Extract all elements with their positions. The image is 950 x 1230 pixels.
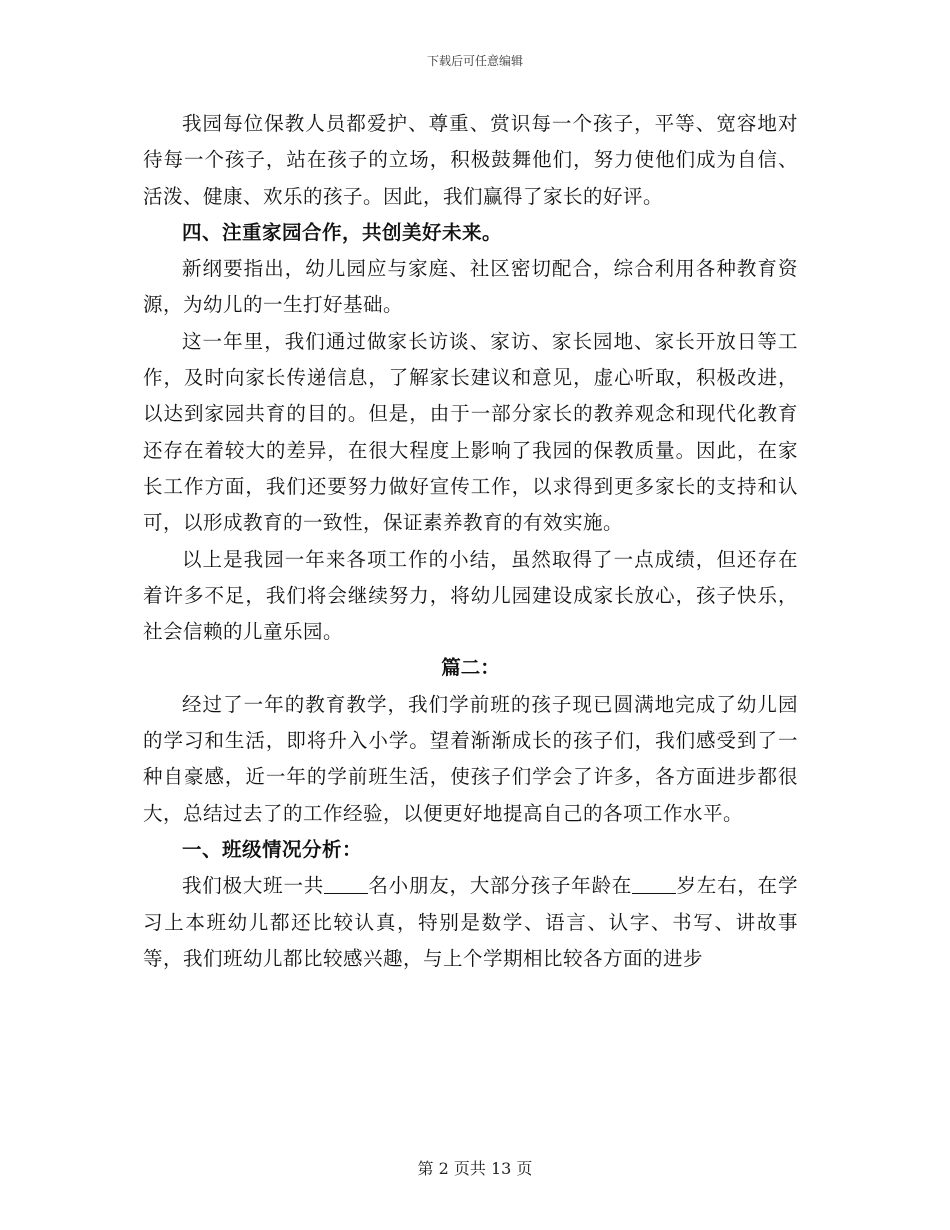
document-body	[143, 106, 798, 977]
class-info-text-end: 岁左右，在学习上本班幼儿都还比较认真，特别是数学、语言、认字、书写、讲故事等，我们班幼儿都比较感兴趣，与上个学期相比较各方面的进步	[143, 874, 798, 970]
page-header: 下载后可任意编辑	[426, 54, 523, 68]
blank-child-count	[324, 874, 368, 895]
section-title-part-two: 篇二：	[441, 656, 500, 680]
page-footer: 第 2 页共 13 页	[417, 1159, 533, 1178]
paragraph-summary: 以上是我园一年来各项工作的小结，虽然取得了一点成绩，但还存在着许多不足，我们将会继续努力，将幼儿园建设成家长放心，孩子快乐，社会信赖的儿童乐园。	[143, 547, 798, 644]
paragraph-care: 我园每位保教人员都爱护、尊重、赏识每一个孩子，平等、宽容地对待每一个孩子，站在孩子的立场，积极鼓舞他们，努力使他们成为自信、活泼、健康、欢乐的孩子。因此，我们赢得了家长的好评。	[143, 112, 798, 208]
class-info-text-start: 我们极大班一共	[182, 874, 325, 898]
paragraph-new-guidelines: 新纲要指出，幼儿园应与家庭、社区密切配合，综合利用各种教育资源，为幼儿的一生打好基础。	[143, 257, 798, 317]
paragraph-year-review: 经过了一年的教育教学，我们学前班的孩子现已圆满地完成了幼儿园的学习和生活，即将升入小学。望着渐渐成长的孩子们，我们感受到了一种自豪感，近一年的学前班生活，使孩子们学会了许多，各方面进步都很大，总结过去了的工作经验，以便更好地提高自己的各项工作水平。	[143, 692, 798, 825]
heading-home-school-cooperation: 四、注重家园合作，共创美好未来。	[182, 220, 503, 244]
blank-age	[632, 874, 676, 895]
class-info-text-middle: 名小朋友，大部分孩子年龄在	[368, 874, 633, 898]
heading-class-analysis: 一、班级情况分析：	[182, 837, 363, 861]
paragraph-class-info	[143, 868, 798, 977]
paragraph-parent-work: 这一年里，我们通过做家长访谈、家访、家长园地、家长开放日等工作，及时向家长传递信息，了解家长建议和意见，虚心听取，积极改进，以达到家园共育的目的。但是，由于一部分家长的教养观念和现代化教育还存在着较大的差异，在很大程度上影响了我园的保教质量。因此，在家长工作方面，我们还要努力做好宣传工作，以求得到更多家长的支持和认可，以形成教育的一致性，保证素养教育的有效实施。	[143, 329, 798, 535]
